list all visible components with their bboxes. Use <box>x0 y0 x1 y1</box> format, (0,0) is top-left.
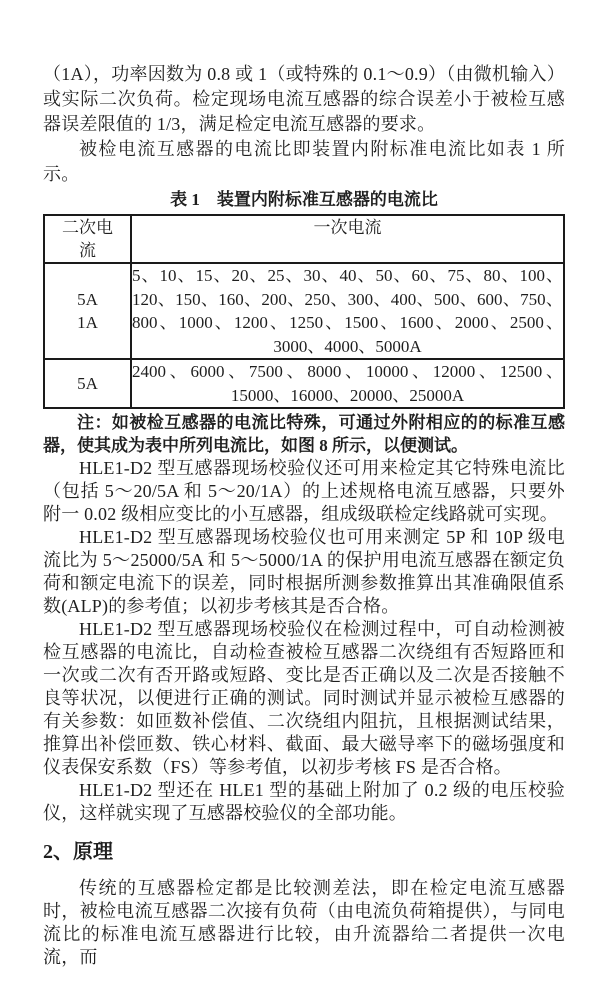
table-header-row <box>44 215 564 263</box>
cell-primary-current-list: 5、10、15、20、25、30、40、50、60、75、80、100、120、150、160、200、250、300、400、500、600、750、800、1000、1200、1250、1500、1600、2000、2500、3000、4000、5000A <box>131 263 564 359</box>
col-header-secondary-current-label: 二次电流 <box>61 218 113 260</box>
secondary-current-value: 5A <box>77 374 98 393</box>
cell-secondary-current <box>44 359 131 408</box>
paragraph-special-ratio: HLE1-D2 型互感器现场校验仪还可用来检定其它特殊电流比（包括 5～20/5A 和 5～20/1A）的上述规格电流互感器，只要外附一 0.02 级相应变比的小互感器，组成级联检定线路就可实现。 <box>43 458 565 524</box>
col-header-primary-current: 一次电流 <box>131 215 564 263</box>
secondary-current-value: 5A <box>77 290 98 309</box>
col-header-secondary-current <box>44 215 131 263</box>
secondary-current-value: 1A <box>77 313 98 332</box>
section-heading-principle: 2、原理 <box>43 841 113 863</box>
paragraph-intro-continuation: （1A），功率因数为 0.8 或 1（或特殊的 0.1～0.9）（由微机输入）或实际二次负荷。检定现场电流互感器的综合误差小于被检互感器误差限值的 1/3，满足检定电流互感器的要求。 <box>43 64 565 134</box>
table-note: 注：如被检互感器的电流比特殊，可通过外附相应的的标准互感器，使其成为表中所列电流比，如图 8 所示，以便测试。 <box>43 413 565 455</box>
paragraph-principle-intro: 传统的互感器检定都是比较测差法，即在检定电流互感器时，被检电流互感器二次接有负荷（由电流负荷箱提供），与同电流比的标准电流互感器进行比较，由升流器给二者提供一次电流，而 <box>43 878 565 967</box>
paragraph-auto-detect: HLE1-D2 型互感器现场校验仪在检测过程中，可自动检测被检互感器的电流比，自动检查被检互感器二次绕组有否短路匝和一次或二次有否开路或短路、变比是否正确以及二次是否接触不良等状况，以便进行正确的测试。同时测试并显示被检互感器的有关参数：如匝数补偿值、二次绕组内阻抗，且根据测试结果，推算出补偿匝数、铁心材料、截面、最大磁导率下的磁场强度和仪表保安系数（FS）等参考值，以初步考核 FS 是否合格。 <box>43 619 565 777</box>
standard-ct-ratio-table <box>43 214 565 409</box>
paragraph-table-lead-in: 被检电流互感器的电流比即装置内附标准电流比如表 1 所示。 <box>43 139 565 184</box>
table-caption: 表 1 装置内附标准互感器的电流比 <box>170 190 438 209</box>
paragraph-protection-ct: HLE1-D2 型互感器现场校验仪也可用来测定 5P 和 10P 级电流比为 5～25000/5A 和 5～5000/1A 的保护用电流互感器在额定负荷和额定电流下的误差，同时根据所测参数推算出其准确限值系数(ALP)的参考值；以初步考核其是否合格。 <box>43 527 565 616</box>
cell-secondary-current <box>44 263 131 359</box>
paragraph-voltage-calibrator: HLE1-D2 型还在 HLE1 型的基础上附加了 0.2 级的电压校验仪，这样就实现了互感器校验仪的全部功能。 <box>43 780 565 823</box>
cell-primary-current-list: 2400、6000、7500、8000、10000、12000、12500、15000、16000、20000、25000A <box>131 359 564 408</box>
table-row <box>44 359 564 408</box>
table-row <box>44 263 564 359</box>
